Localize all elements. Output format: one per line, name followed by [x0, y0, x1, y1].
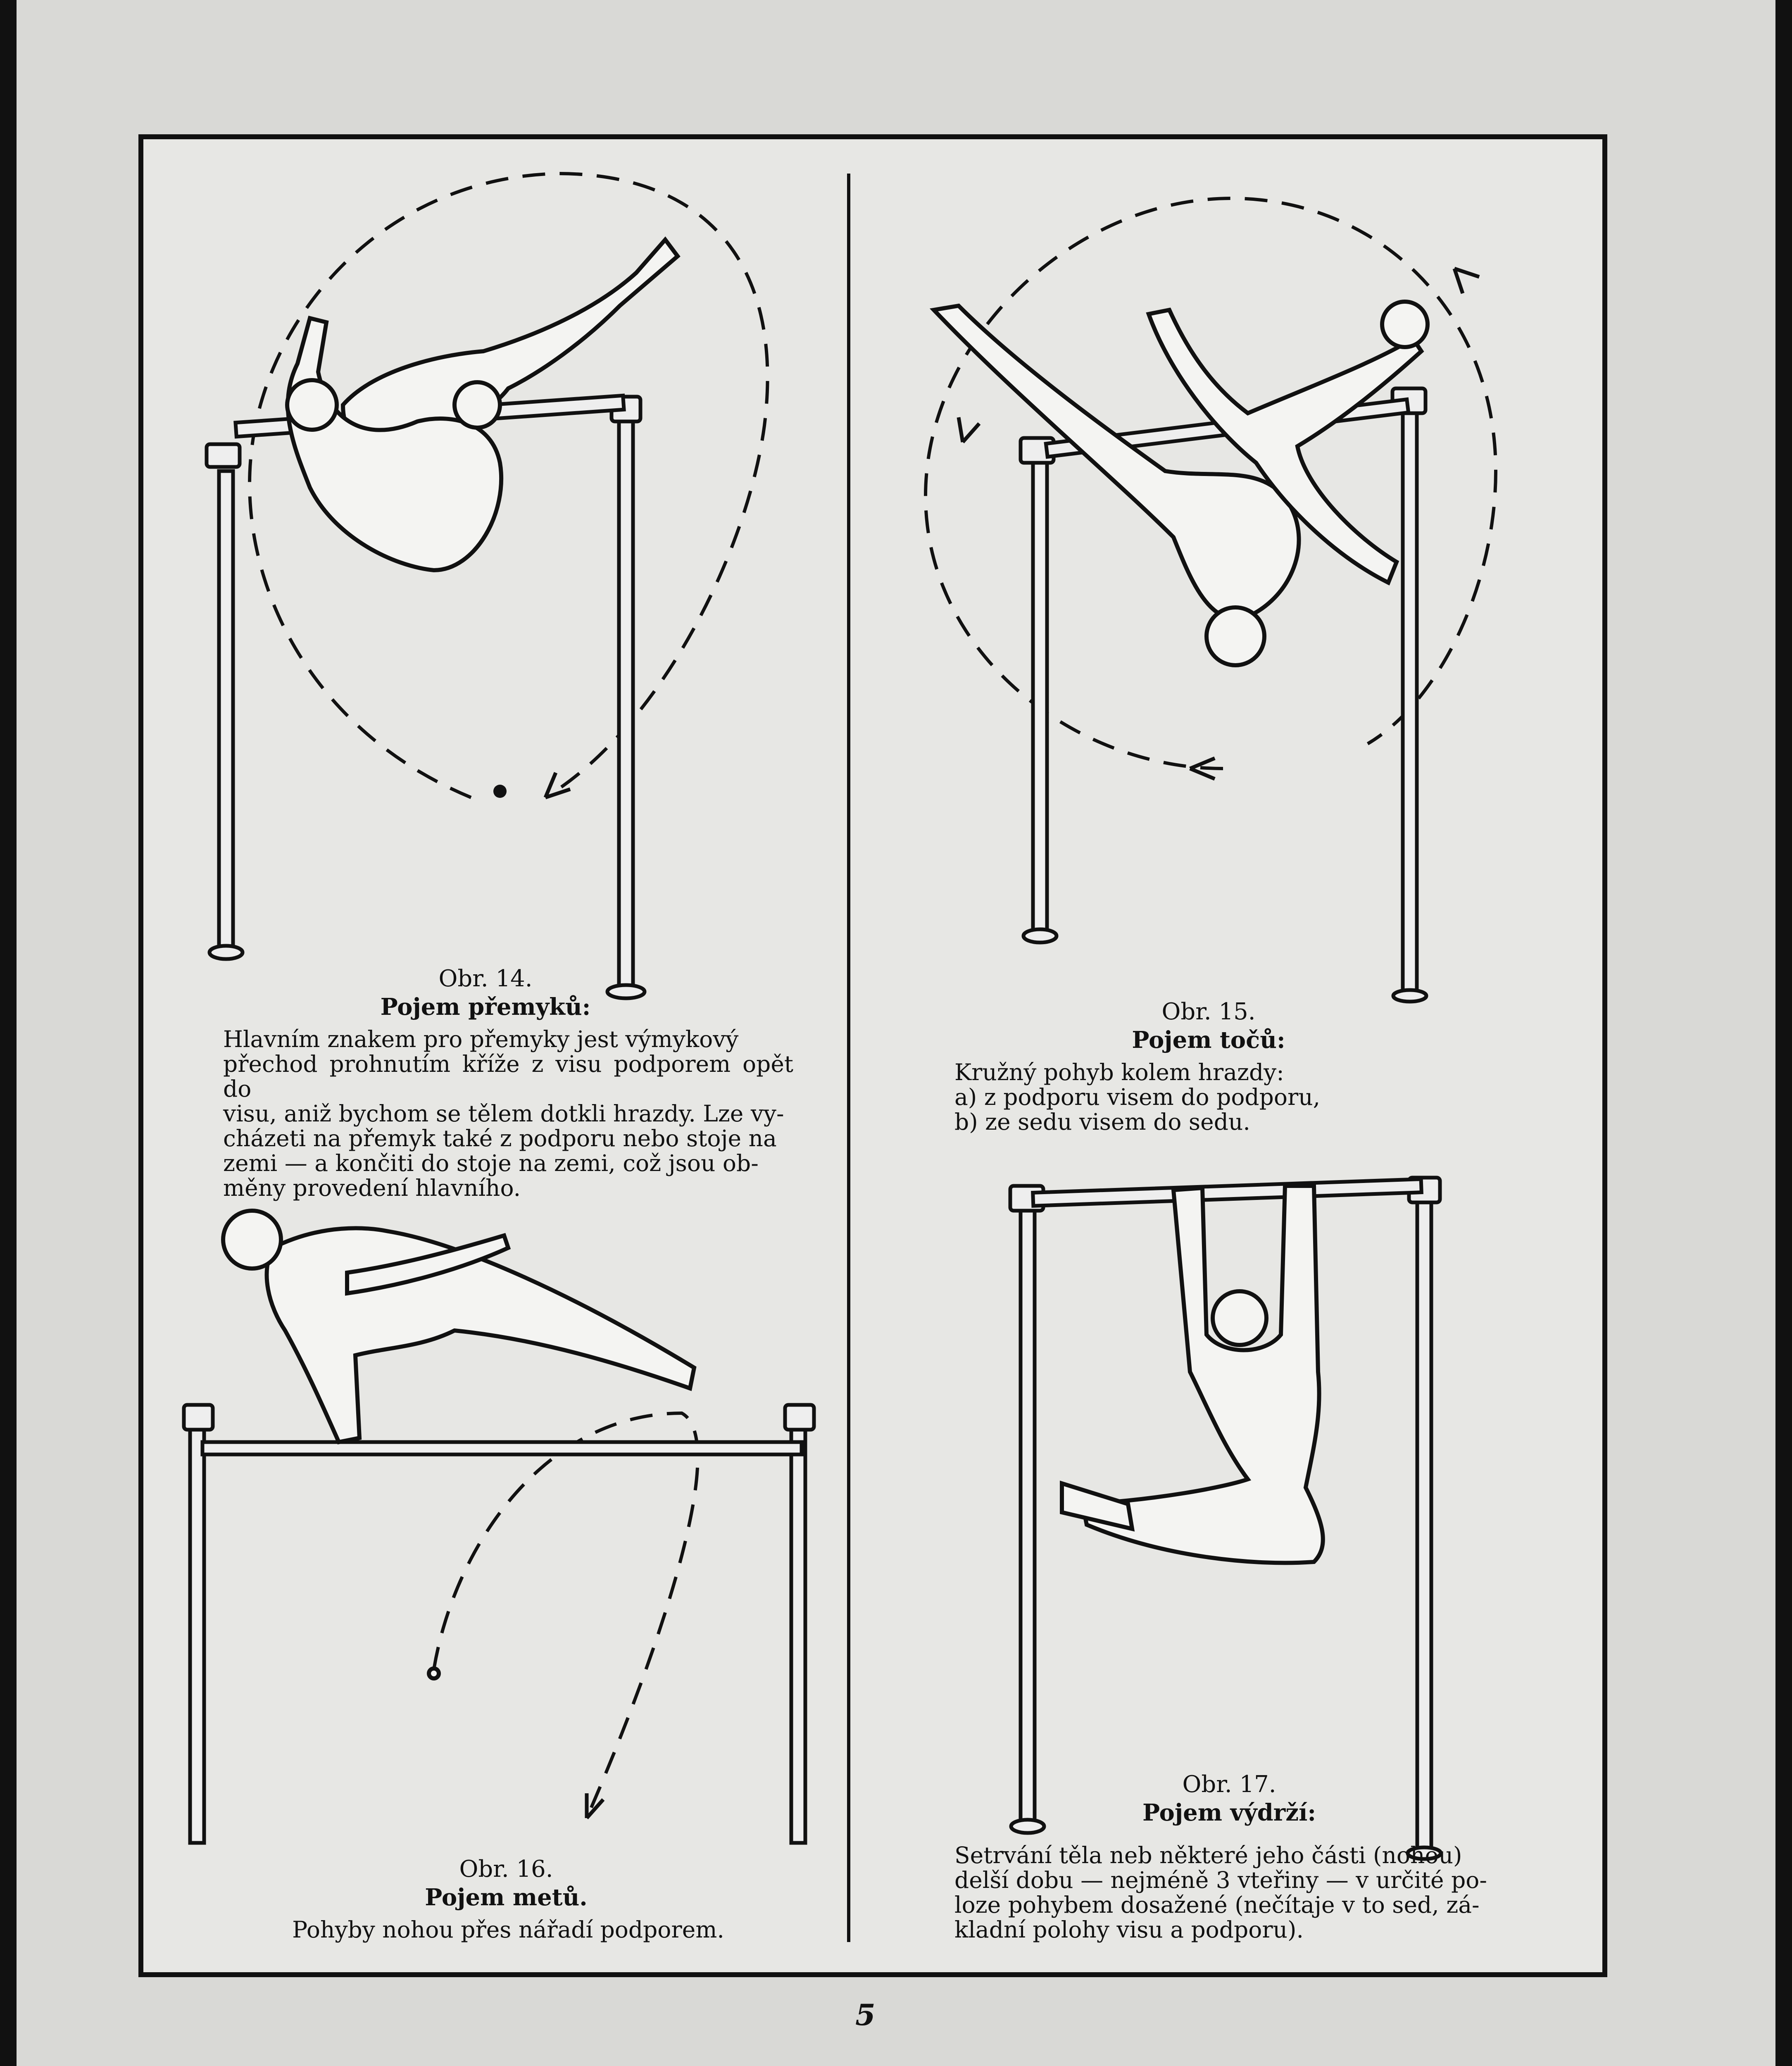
text-line: Hlavním znakem pro přemyky jest výmykový	[223, 1026, 739, 1052]
figure-14-caption	[351, 965, 620, 1021]
column-divider	[847, 174, 850, 1942]
text-line: cházeti na přemyk také z podporu nebo stoje na	[223, 1125, 777, 1152]
text-line: b) ze sedu visem do sedu.	[954, 1109, 1250, 1135]
text-line: měny provedení hlavního.	[223, 1175, 521, 1201]
figure-14-title: Pojem přemyků:	[380, 993, 591, 1021]
figure-15-illustration	[901, 174, 1512, 1000]
text-line: přechod prohnutím kříže z visu podporem opět do	[223, 1051, 793, 1102]
text-line: loze pohybem dosažené (nečítaje v to sed, zá-	[954, 1892, 1480, 1918]
figure-15-description	[954, 1060, 1368, 1134]
scan-edge-right	[1775, 0, 1792, 2066]
scan-edge-left	[0, 0, 17, 2066]
text-line: zemi — a končiti do stoje na zemi, což jsou ob-	[223, 1150, 759, 1176]
figure-17-description	[954, 1843, 1504, 1942]
figure-16-illustration	[174, 1173, 835, 1851]
figure-14-illustration	[186, 157, 826, 1016]
figure-16-number: Obr. 16.	[459, 1856, 553, 1883]
figure-15-caption	[1074, 998, 1343, 1054]
figure-17-title: Pojem výdrží:	[1142, 1799, 1316, 1826]
text-line: Setrvání těla neb některé jeho části (nohou)	[954, 1842, 1462, 1868]
figure-16-caption	[372, 1855, 640, 1911]
figure-15-number: Obr. 15.	[1161, 998, 1256, 1025]
figure-14-number: Obr. 14.	[438, 965, 533, 992]
figure-15-title: Pojem točů:	[1132, 1026, 1285, 1054]
text-line: Kružný pohyb kolem hrazdy:	[954, 1059, 1284, 1085]
figure-17-illustration	[992, 1149, 1467, 1859]
figure-17-number: Obr. 17.	[1182, 1771, 1276, 1798]
figure-16-title: Pojem metů.	[425, 1884, 588, 1911]
figure-17-caption	[1095, 1771, 1364, 1827]
text-line: visu, aniž bychom se tělem dotkli hrazdy. Lze vy-	[223, 1100, 784, 1127]
figure-16-description	[223, 1917, 793, 1942]
text-line: delší dobu — nejméně 3 vteřiny — v určité po-	[954, 1867, 1487, 1893]
text-line: a) z podporu visem do podporu,	[954, 1084, 1321, 1110]
page-number: 5	[855, 1998, 876, 2032]
figure-14-description	[223, 1027, 793, 1200]
text-line: Pohyby nohou přes nářadí podporem.	[292, 1916, 724, 1943]
text-line: kladní polohy visu a podporu).	[954, 1916, 1304, 1943]
